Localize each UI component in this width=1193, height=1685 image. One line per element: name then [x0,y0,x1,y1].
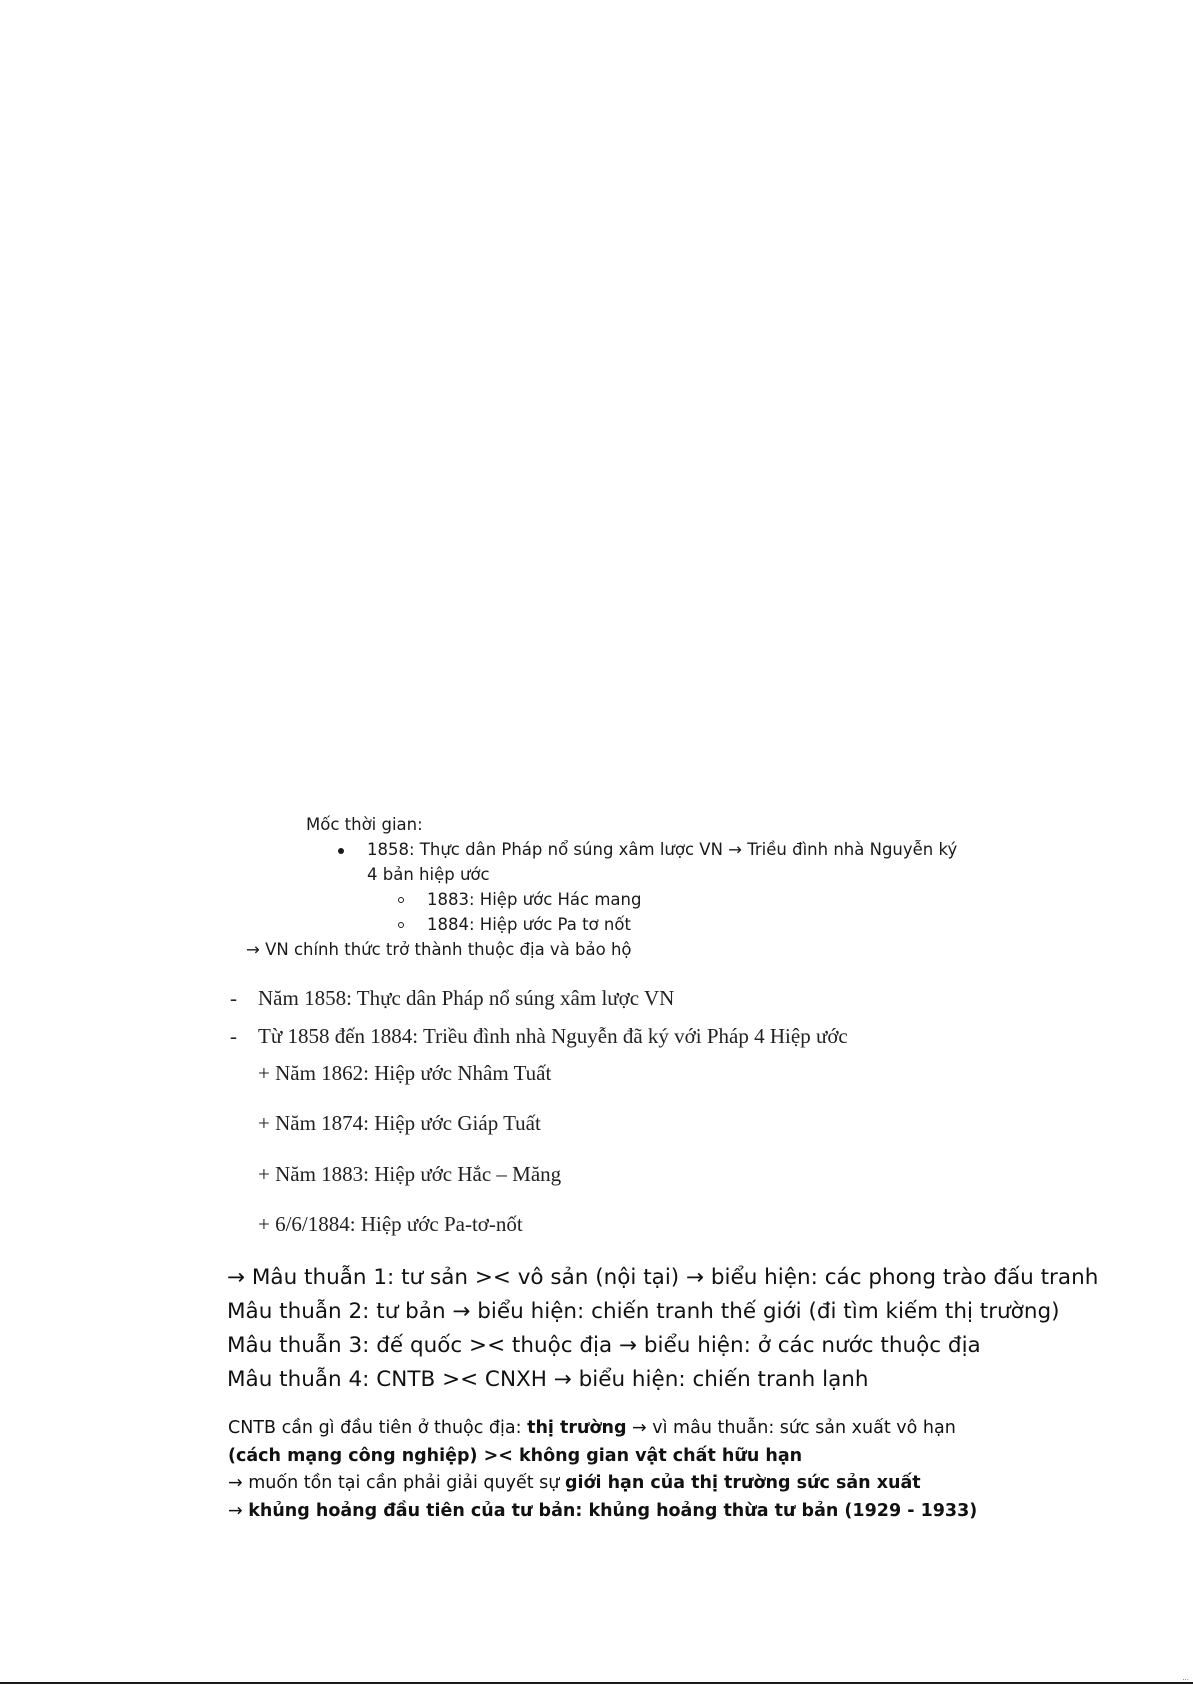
notes-heading: Mốc thời gian: [306,815,423,834]
market-line4-arrow: → [228,1501,249,1521]
bullet-dot-icon [338,848,344,854]
market-line3-bold: giới hạn của thị trường sức sản xuất [564,1473,921,1493]
serif-item: + 6/6/1884: Hiệp ước Pa-tơ-nốt [258,1212,523,1236]
contradiction-line: Mâu thuẫn 2: tư bản → biểu hiện: chiến tranh thế giới (đi tìm kiếm thị trường) [227,1299,1060,1324]
contradiction-line: Mâu thuẫn 4: CNTB >< CNXH → biểu hiện: chiến tranh lạnh [227,1367,869,1392]
market-line1-bold: thị trường [527,1418,627,1438]
corner-mark: ... [1182,1674,1189,1682]
bullet-ring-icon [398,897,404,903]
market-line2: (cách mạng công nghiệp) >< không gian vật chất hữu hạn [228,1446,803,1466]
market-line1 [228,1415,956,1441]
notes-bullet1-line2: 4 bản hiệp ước [367,865,490,884]
serif-dash: - [230,986,237,1010]
serif-item: + Năm 1883: Hiệp ước Hắc – Măng [258,1162,562,1186]
market-line3-text: → muốn tồn tại cần phải giải quyết sự [228,1473,565,1493]
notes-sub1: 1883: Hiệp ước Hác mang [427,890,642,909]
market-line4 [228,1498,977,1524]
notes-conclusion: → VN chính thức trở thành thuộc địa và bảo hộ [246,940,632,959]
notes-bullet1-line1: 1858: Thực dân Pháp nổ súng xâm lược VN → Triều đình nhà Nguyễn ký [367,840,958,859]
bullet-ring-icon [398,922,404,928]
market-line3 [228,1470,921,1496]
contradiction-line: Mâu thuẫn 3: đế quốc >< thuộc địa → biểu hiện: ở các nước thuộc địa [227,1333,981,1358]
market-line1-text: CNTB cần gì đầu tiên ở thuộc địa: [228,1418,528,1438]
serif-item: + Năm 1862: Hiệp ước Nhâm Tuất [258,1061,552,1085]
market-line4-bold: khủng hoảng đầu tiên của tư bản: khủng hoảng thừa tư bản (1929 - 1933) [248,1501,978,1521]
serif-line1: Năm 1858: Thực dân Pháp nổ súng xâm lược VN [258,986,675,1010]
notes-sub2: 1884: Hiệp ước Pa tơ nốt [427,915,631,934]
serif-line2: Từ 1858 đến 1884: Triều đình nhà Nguyễn đã ký với Pháp 4 Hiệp ước [258,1024,848,1048]
serif-dash: - [230,1024,237,1048]
serif-item: + Năm 1874: Hiệp ước Giáp Tuất [258,1111,541,1135]
contradiction-line: → Mâu thuẫn 1: tư sản >< vô sản (nội tại) → biểu hiện: các phong trào đấu tranh [227,1265,1099,1290]
market-line1-text: → vì mâu thuẫn: sức sản xuất vô hạn [626,1418,956,1438]
bottom-rule [0,1682,1193,1684]
